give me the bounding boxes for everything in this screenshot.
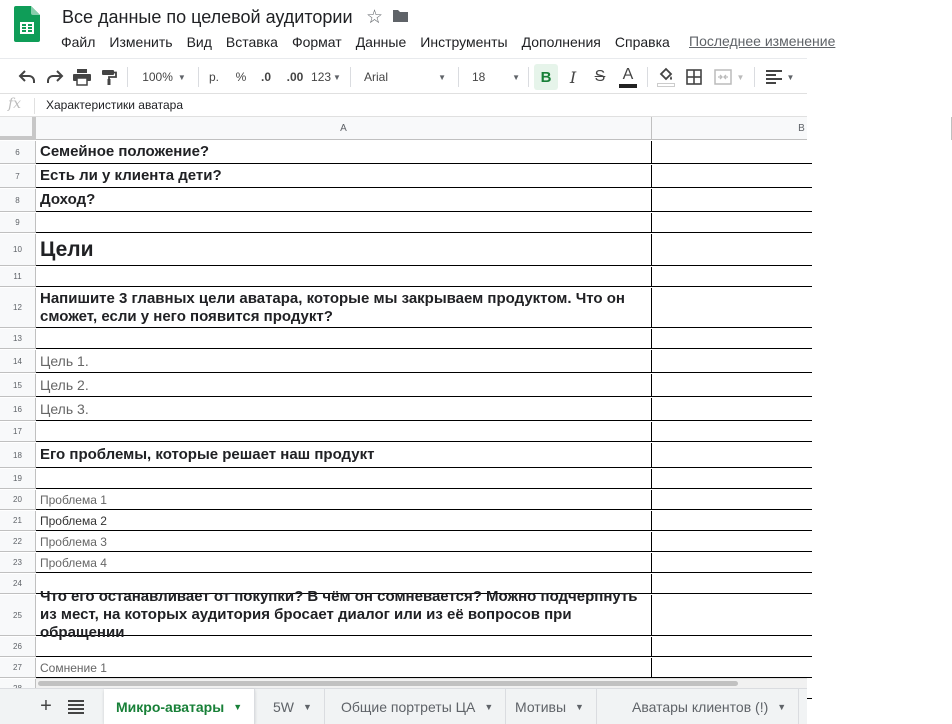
sheet-tab[interactable] — [329, 689, 506, 724]
all-sheets-icon[interactable] — [66, 699, 86, 715]
merge-cells-icon[interactable] — [711, 59, 747, 95]
menu-item-0[interactable]: Файл — [61, 34, 96, 50]
menu-item-1[interactable]: Изменить — [109, 34, 173, 50]
table-row — [0, 189, 807, 212]
chevron-down-icon[interactable]: ▼ — [303, 701, 312, 712]
chevron-down-icon: ▼ — [786, 72, 795, 82]
cell-text: Проблема 3 — [40, 534, 107, 549]
cell-b[interactable] — [652, 165, 812, 188]
row-header[interactable]: 16 — [0, 398, 36, 421]
row-header[interactable]: 14 — [0, 350, 36, 373]
row-header[interactable]: 25 — [0, 595, 36, 636]
cell-a[interactable] — [36, 422, 652, 442]
row-header[interactable]: 17 — [0, 422, 36, 442]
grid — [0, 141, 807, 681]
decrease-decimal-button[interactable] — [256, 59, 276, 95]
horizontal-scrollbar[interactable] — [36, 678, 807, 688]
italic-icon[interactable]: I — [569, 67, 577, 87]
cell-b[interactable] — [652, 329, 812, 349]
table-row — [0, 165, 807, 188]
cell-b[interactable] — [652, 422, 812, 442]
cell-b[interactable] — [652, 511, 812, 531]
row-header[interactable]: 8 — [0, 189, 36, 212]
cell-text: Есть ли у клиента дети? — [40, 167, 222, 184]
menu-item-4[interactable]: Формат — [291, 34, 342, 50]
table-row — [0, 350, 807, 373]
cell-b[interactable] — [652, 443, 812, 468]
star-icon[interactable]: ☆ — [366, 7, 384, 28]
menu-item-3[interactable]: Вставка — [225, 34, 278, 50]
table-row — [0, 422, 807, 442]
cell-a[interactable] — [36, 469, 652, 489]
row-header[interactable]: 9 — [0, 213, 36, 233]
cell-text: Семейное положение? — [40, 143, 210, 160]
table-row — [0, 267, 807, 287]
cell-a[interactable] — [36, 532, 652, 552]
table-row — [0, 329, 807, 349]
redo-icon[interactable] — [44, 59, 66, 95]
row-header[interactable]: 11 — [0, 267, 36, 287]
row-header[interactable]: 18 — [0, 443, 36, 468]
fill-color-icon[interactable] — [654, 59, 678, 95]
borders-icon[interactable] — [683, 59, 705, 95]
cell-a[interactable] — [36, 234, 652, 266]
cell-text: Сомнение 1 — [40, 660, 107, 675]
increase-decimal-button[interactable] — [282, 59, 308, 95]
chevron-down-icon: ▼ — [177, 72, 186, 82]
cell-a[interactable] — [36, 374, 652, 397]
cell-text: Что его останавливает от покупки? В чём он сомневается? Можно подчерпнуть из мест, на которых аудитория бросает диалог или из её вопросов при обращении — [40, 588, 638, 641]
cell-a[interactable] — [36, 511, 652, 531]
table-row — [0, 398, 807, 421]
table-row — [0, 588, 807, 641]
cell-b[interactable] — [652, 141, 812, 164]
zoom-value: 100% — [142, 70, 173, 84]
document-title[interactable]: Все данные по целевой аудитории — [62, 7, 353, 27]
sheet-tabs-bar — [0, 688, 807, 724]
last-edit-link[interactable]: Последнее изменение — [689, 33, 836, 49]
bold-icon[interactable]: B — [534, 64, 558, 90]
cell-a[interactable] — [36, 350, 652, 373]
menu-item-2[interactable]: Вид — [186, 34, 212, 50]
header — [0, 0, 836, 56]
column-header-a[interactable]: A — [36, 117, 652, 140]
cell-a[interactable] — [36, 213, 652, 233]
cell-a[interactable] — [36, 443, 652, 468]
cell-a[interactable] — [36, 398, 652, 421]
row-header[interactable]: 26 — [0, 637, 36, 657]
row-header[interactable]: 12 — [0, 288, 36, 328]
sheet-tab[interactable] — [620, 689, 799, 724]
menu-item-7[interactable]: Дополнения — [521, 34, 601, 50]
cell-a[interactable] — [36, 189, 652, 212]
table-row — [0, 141, 807, 164]
cell-b[interactable] — [652, 288, 812, 328]
cell-b[interactable] — [652, 350, 812, 373]
cell-a[interactable] — [36, 329, 652, 349]
row-header[interactable]: 19 — [0, 469, 36, 489]
toolbar — [0, 58, 807, 94]
chevron-down-icon[interactable]: ▼ — [233, 701, 243, 712]
cell-b[interactable] — [652, 658, 812, 678]
cell-a[interactable] — [36, 637, 652, 657]
cell-a[interactable] — [36, 490, 652, 510]
font-name: Arial — [364, 70, 389, 84]
cell-text: Цели — [40, 237, 94, 261]
cell-text: Цель 1. — [40, 353, 89, 369]
column-headers — [0, 117, 807, 140]
cell-text: Цель 3. — [40, 401, 89, 417]
row-header[interactable]: 13 — [0, 329, 36, 349]
folder-icon[interactable] — [392, 9, 409, 23]
table-row — [0, 490, 807, 510]
cell-text: Доход? — [40, 191, 96, 208]
row-header[interactable]: 23 — [0, 553, 36, 573]
zoom-select[interactable] — [136, 59, 192, 95]
table-row — [0, 469, 807, 489]
sheet-tab-label: Общие портреты ЦА — [341, 698, 476, 715]
table-row — [0, 658, 807, 678]
table-row — [0, 637, 807, 657]
cell-a[interactable] — [36, 165, 652, 188]
table-row — [0, 553, 807, 573]
table-row — [0, 213, 807, 233]
column-header-b[interactable]: B — [652, 117, 952, 140]
cell-text: Цель 2. — [40, 377, 89, 393]
cell-a[interactable] — [36, 588, 652, 641]
menu-item-5[interactable]: Данные — [355, 34, 407, 50]
menu-item-8[interactable]: Справка — [614, 34, 670, 50]
row-header[interactable]: 7 — [0, 165, 36, 188]
cell-b[interactable] — [652, 574, 812, 594]
menu-item-6[interactable]: Инструменты — [420, 34, 508, 50]
select-all-corner[interactable] — [0, 117, 36, 140]
row-header[interactable]: 6 — [0, 141, 36, 164]
table-row — [0, 288, 807, 328]
strikethrough-icon[interactable]: S — [594, 68, 606, 85]
sheet-tab[interactable] — [104, 689, 255, 724]
cell-b[interactable] — [652, 490, 812, 510]
font-select[interactable] — [358, 59, 452, 95]
currency-label: р. — [208, 70, 219, 84]
row-header[interactable]: 21 — [0, 511, 36, 531]
cell-b[interactable] — [652, 553, 812, 573]
font-size-select[interactable] — [466, 59, 524, 95]
cell-a[interactable] — [36, 267, 652, 287]
text-color-label: A — [622, 65, 634, 83]
chevron-down-icon: ▼ — [736, 72, 745, 82]
cell-b[interactable] — [652, 213, 812, 233]
more-formats-label: 123 — [311, 70, 332, 84]
sheet-tab-label: Микро-аватары — [116, 698, 225, 715]
cell-b[interactable] — [652, 637, 812, 657]
paint-format-icon[interactable] — [98, 59, 120, 95]
sheet-tab[interactable] — [261, 689, 325, 724]
cell-a[interactable] — [36, 288, 652, 328]
cell-text: Напишите 3 главных цели аватара, которые мы закрываем продуктом. Что он сможет, если у него появится продукт? — [40, 289, 625, 325]
row-header[interactable]: 15 — [0, 374, 36, 397]
chevron-down-icon[interactable]: ▼ — [777, 701, 787, 712]
font-size-value: 18 — [472, 70, 486, 84]
cell-b[interactable] — [652, 595, 812, 636]
table-row — [0, 532, 807, 552]
table-row — [0, 443, 807, 468]
table-row — [0, 234, 807, 266]
row-header[interactable]: 27 — [0, 658, 36, 678]
cell-a[interactable] — [36, 658, 652, 678]
sheet-tab-label: Мотивы — [515, 698, 567, 715]
menu-bar — [54, 32, 677, 52]
align-icon[interactable] — [762, 59, 798, 95]
print-icon[interactable] — [71, 59, 93, 95]
chevron-down-icon[interactable]: ▼ — [575, 701, 584, 712]
cell-b[interactable] — [652, 267, 812, 287]
formula-bar — [0, 95, 807, 117]
cell-a[interactable] — [36, 141, 652, 164]
row-header[interactable]: 20 — [0, 490, 36, 510]
chevron-down-icon: ▼ — [438, 72, 446, 82]
more-formats-button[interactable] — [310, 59, 342, 95]
increase-decimal-label: .00 — [286, 70, 304, 84]
row-header[interactable]: 24 — [0, 574, 36, 594]
add-sheet-icon[interactable]: + — [40, 695, 52, 717]
cell-text: Проблема 2 — [40, 513, 107, 528]
cell-b[interactable] — [652, 532, 812, 552]
row-header[interactable]: 10 — [0, 234, 36, 266]
cell-b[interactable] — [652, 398, 812, 421]
cell-text: Проблема 1 — [40, 492, 107, 507]
sheet-tab[interactable] — [503, 689, 597, 724]
row-header[interactable]: 22 — [0, 532, 36, 552]
undo-icon[interactable] — [16, 59, 38, 95]
cell-b[interactable] — [652, 469, 812, 489]
cell-text: Проблема 4 — [40, 555, 107, 570]
cell-b[interactable] — [652, 234, 812, 266]
table-row — [0, 374, 807, 397]
currency-format-button[interactable] — [204, 59, 224, 95]
sheet-tab-label: Аватары клиентов (!) — [632, 698, 769, 715]
percent-label: % — [235, 70, 247, 84]
text-color-icon[interactable] — [616, 59, 640, 95]
chevron-down-icon[interactable]: ▼ — [484, 701, 494, 712]
cell-a[interactable] — [36, 553, 652, 573]
cell-b[interactable] — [652, 189, 812, 212]
cell-b[interactable] — [652, 374, 812, 397]
scrollbar-thumb[interactable] — [38, 681, 738, 686]
chevron-down-icon: ▼ — [512, 72, 520, 82]
sheet-tab-label: 5W — [273, 698, 294, 715]
cell-text: Его проблемы, которые решает наш продукт — [40, 446, 375, 463]
decrease-decimal-label: .0 — [260, 70, 271, 84]
table-row — [0, 511, 807, 531]
formula-input[interactable]: Характеристики аватара — [46, 98, 184, 112]
fx-icon: fx — [8, 96, 22, 112]
percent-format-button[interactable] — [232, 59, 250, 95]
sheets-logo-icon[interactable] — [14, 6, 40, 42]
chevron-down-icon: ▼ — [333, 72, 341, 82]
